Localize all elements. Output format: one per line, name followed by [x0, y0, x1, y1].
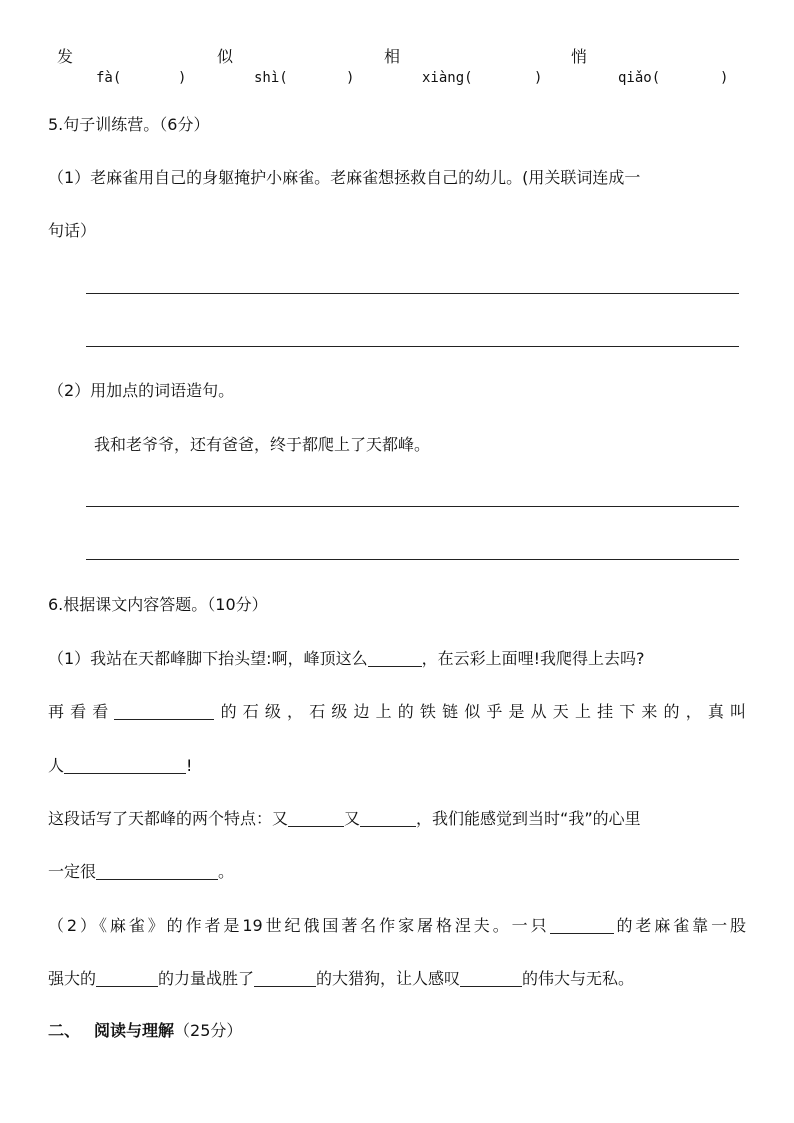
char-fa: 发 — [57, 47, 74, 66]
q6-b-line2 — [48, 969, 634, 989]
q6-b-line1-text: （2）《麻雀》的作者是19世纪俄国著名作家屠格涅夫。一只 — [48, 916, 550, 935]
q6-a-line5-text: 。 — [218, 862, 235, 881]
answer-line[interactable] — [86, 293, 739, 294]
answer-line[interactable] — [86, 559, 739, 560]
pinyin-fa: fà( — [96, 70, 122, 86]
q5-title: 5.句子训练营。（6分） — [48, 115, 210, 134]
q6-a-line3-text: ! — [186, 756, 193, 775]
section-number: 二、 — [48, 1021, 81, 1040]
q6-a-line4-text: 这段话写了天都峰的两个特点：又 — [48, 809, 289, 828]
q6-b-line2-text: 的力量战胜了 — [158, 969, 255, 988]
section-score: （25分） — [174, 1021, 243, 1040]
q5-p2-sentence: 我和老爷爷，还有爸爸，终于都爬上了天都峰。 — [94, 435, 431, 454]
section-heading — [48, 1021, 242, 1041]
q6-a-line5-text: 一定很 — [48, 862, 97, 881]
q6-a-line1 — [48, 649, 645, 669]
q6-b-line2-text: 的伟大与无私。 — [522, 969, 635, 988]
pinyin-qiao-close: ) — [720, 70, 729, 86]
pinyin-si-close: ) — [346, 70, 355, 86]
char-qiao: 悄 — [571, 47, 588, 66]
q6-b-line1 — [48, 916, 746, 936]
q6-b-line1-text: 的老麻雀靠一股 — [613, 916, 746, 935]
pinyin-xiang-close: ) — [534, 70, 543, 86]
q6-a-line1-text: （1）我站在天都峰脚下抬头望:啊，峰顶这么 — [48, 649, 368, 668]
pinyin-si: shì( — [254, 70, 288, 86]
q6-a-line2-text: 的石级，石级边上的铁链似乎是从天上挂下来的，真叫 — [214, 702, 746, 721]
answer-line[interactable] — [86, 506, 739, 507]
char-si: 似 — [217, 47, 234, 66]
answer-line[interactable] — [86, 346, 739, 347]
q6-b-line2-text: 的大猎狗，让人感叹 — [316, 969, 461, 988]
fill-blank[interactable] — [64, 757, 186, 774]
section-title: 阅读与理解 — [94, 1021, 175, 1040]
q5-p1-line2: 句话） — [48, 221, 97, 240]
q6-a-line4-text: ，我们能感觉到当时“我”的心里 — [416, 809, 641, 828]
char-xiang: 相 — [384, 47, 401, 66]
fill-blank[interactable] — [288, 810, 344, 827]
q6-a-line4 — [48, 809, 641, 829]
q5-p2-title: （2）用加点的词语造句。 — [48, 381, 235, 400]
fill-blank[interactable] — [460, 970, 522, 987]
pinyin-xiang: xiàng( — [422, 70, 473, 86]
pinyin-qiao: qiǎo( — [618, 70, 661, 86]
fill-blank[interactable] — [96, 970, 158, 987]
fill-blank[interactable] — [550, 917, 614, 934]
fill-blank[interactable] — [114, 703, 214, 720]
q6-title: 6.根据课文内容答题。（10分） — [48, 595, 268, 614]
fill-blank[interactable] — [368, 650, 422, 667]
q6-a-line3 — [48, 756, 192, 776]
q5-p1-line1: （1）老麻雀用自己的身躯掩护小麻雀。老麻雀想拯救自己的幼儿。(用关联词连成一 — [48, 168, 641, 187]
q6-a-line3-text: 人 — [48, 756, 65, 775]
pinyin-fa-close: ) — [178, 70, 187, 86]
q6-a-line2 — [48, 702, 746, 722]
q6-a-line2-text: 再看看 — [48, 702, 115, 721]
q6-a-line1-text: ，在云彩上面哩!我爬得上去吗? — [421, 649, 645, 668]
fill-blank[interactable] — [254, 970, 316, 987]
fill-blank[interactable] — [96, 863, 218, 880]
q6-a-line5 — [48, 862, 234, 882]
fill-blank[interactable] — [360, 810, 416, 827]
q6-b-line2-text: 强大的 — [48, 969, 97, 988]
q6-a-line4-text: 又 — [344, 809, 361, 828]
